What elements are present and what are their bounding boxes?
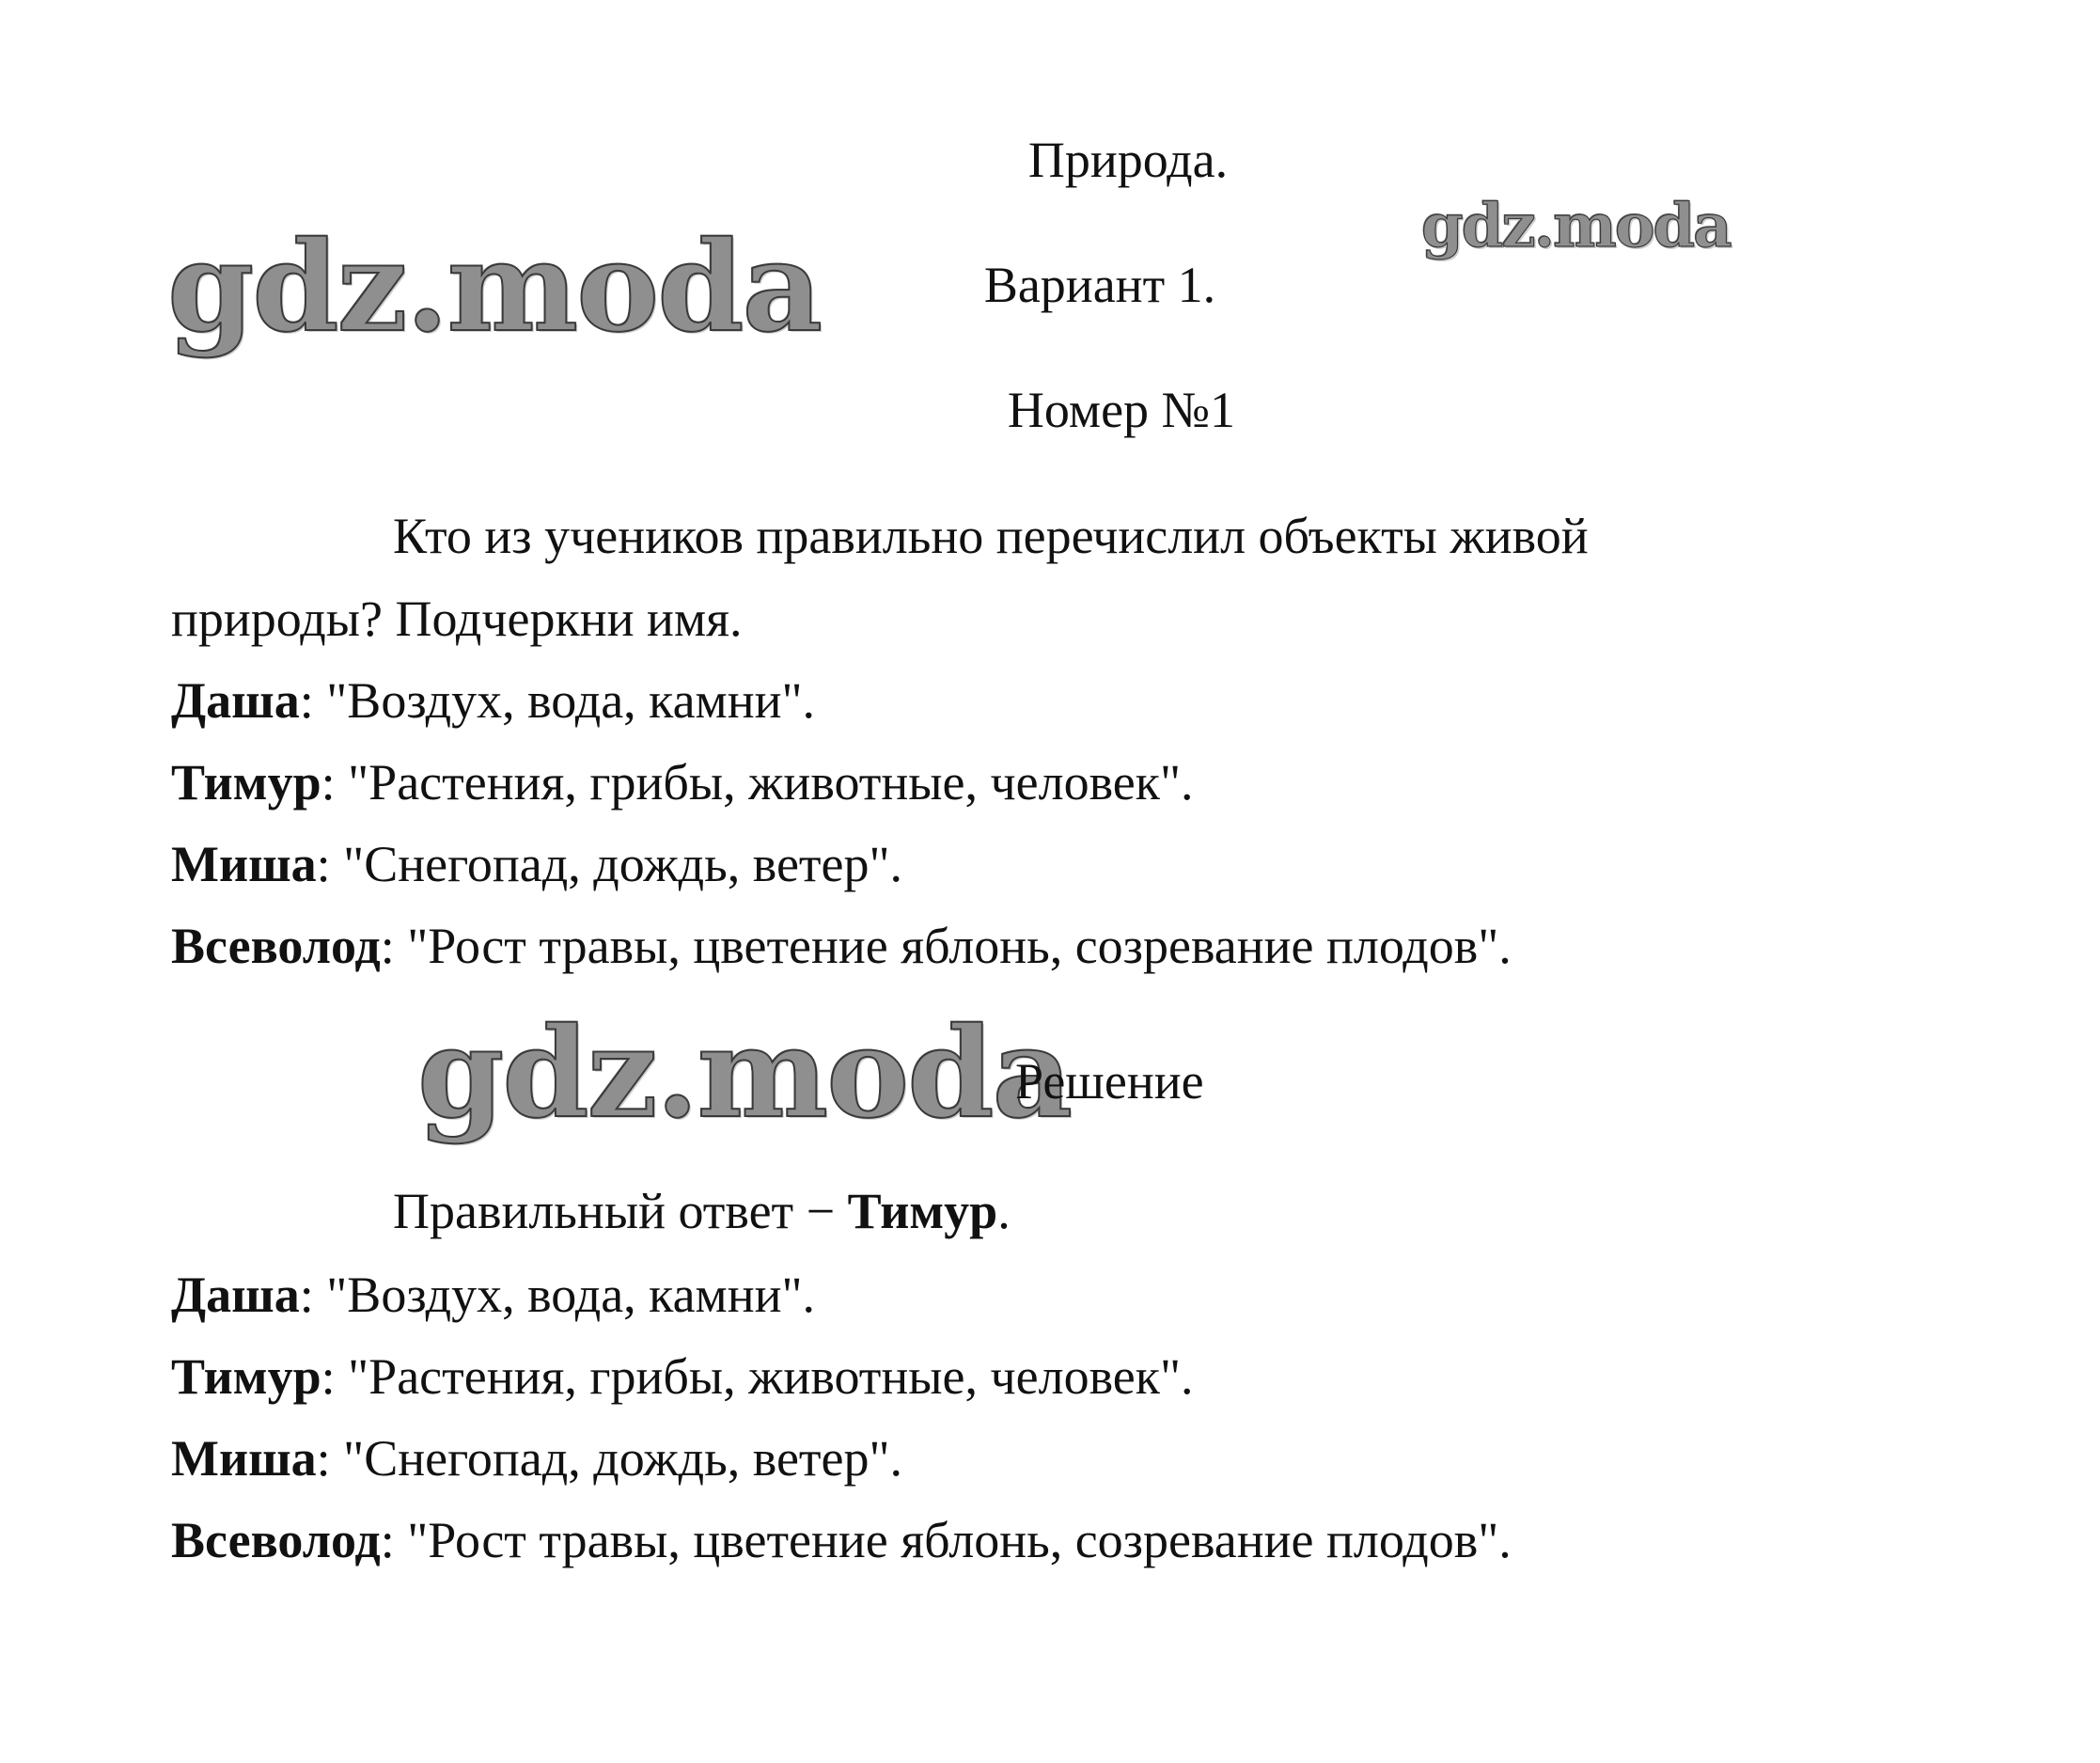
answer-text: : "Воздух, вода, камни". [299,1267,816,1323]
answer-text: : "Рост травы, цветение яблонь, созревание плодов". [380,1512,1512,1568]
student-name: Всеволод [171,918,381,974]
answer-line [171,834,902,894]
student-name: Даша [171,672,300,729]
variant-title: Вариант 1. [983,257,1216,313]
watermark-logo: gdz.moda [417,1000,1072,1146]
answer-text: : "Рост травы, цветение яблонь, созревание плодов". [380,918,1512,974]
answer-text: : "Снегопад, дождь, ветер". [316,1430,903,1487]
task-number: Номер №1 [1007,382,1236,438]
correct-answer-name: Тимур [847,1183,998,1239]
watermark-logo: gdz.moda [1421,191,1731,261]
answer-line [171,916,1512,976]
solution-answer-line [171,1510,1512,1570]
solution-answer-line [171,1346,1194,1407]
answer-text: : "Растения, грибы, животные, человек". [321,1348,1194,1405]
answer-text: : "Снегопад, дождь, ветер". [316,836,903,892]
student-name: Тимур [171,1348,321,1405]
correct-answer-line [393,1181,1011,1241]
watermark-logo: gdz.moda [167,214,822,360]
answer-text: : "Воздух, вода, камни". [299,672,816,729]
solution-heading: Решение [1015,1053,1204,1110]
student-name: Всеволод [171,1512,381,1568]
solution-answer-line [171,1428,902,1488]
student-name: Тимур [171,754,321,811]
answer-line [171,670,815,731]
student-name: Миша [171,1430,317,1487]
student-name: Даша [171,1267,300,1323]
subject-title: Природа. [1027,132,1229,188]
solution-answer-line [171,1265,815,1325]
question-text: природы? Подчеркни имя. [171,590,743,647]
correct-answer-suffix: . [997,1183,1011,1239]
student-name: Миша [171,836,317,892]
answer-line [171,752,1194,812]
correct-answer-prefix: Правильный ответ − [393,1183,848,1239]
answer-text: : "Растения, грибы, животные, человек". [321,754,1194,811]
question-text: Кто из учеников правильно перечислил объекты живой [393,508,1589,564]
